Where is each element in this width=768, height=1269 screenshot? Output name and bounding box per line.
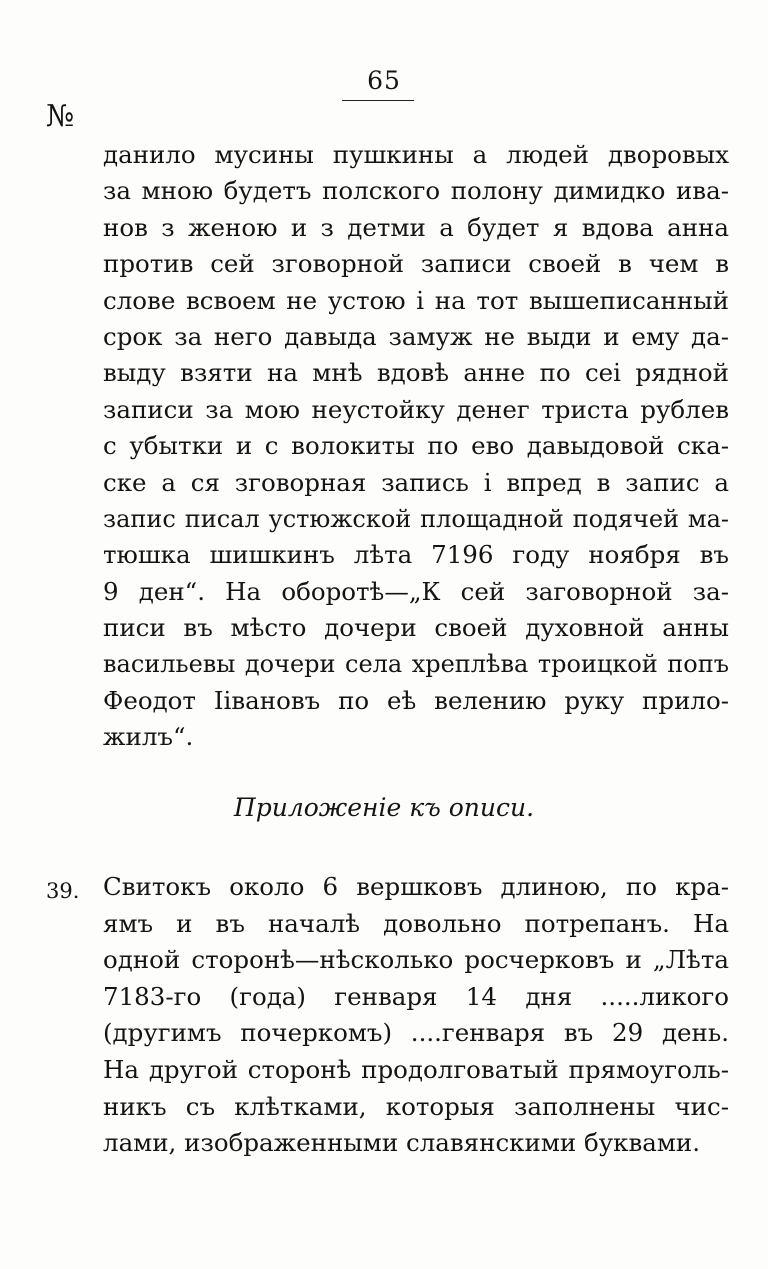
item-text-line: Свитокъ около 6 вершковъ длиною, по кра- [103, 872, 729, 901]
text-line: жилъ“. [103, 722, 194, 752]
text-line: данило мусины пушкины а людей дворовых [103, 140, 729, 169]
text-line: выду взяти на мнѣ вдовѣ анне по сеі рядной [103, 358, 729, 388]
item-text-line: одной сторонѣ—нѣсколько росчерковъ и „Лѣта [103, 945, 729, 975]
page-number: 65 [367, 66, 401, 95]
number-sign-marker: № [46, 99, 75, 134]
item-text-line: никъ съ клѣтками, которыя заполнены чис- [103, 1091, 729, 1121]
text-line: нов з женою и з детми а будет я вдова анна [103, 212, 729, 242]
item-text-line: На другой сторонѣ продолговатый прямоуголь- [103, 1054, 729, 1084]
document-body-text [103, 137, 729, 756]
item-text-line: лами, изображенными славянскими буквами. [103, 1128, 701, 1158]
text-line: Феодот Іівановъ по еѣ велению руку прило- [103, 685, 729, 715]
text-line: против сей зговорной записи своей в чем в [103, 249, 729, 279]
text-line: слове всвоем не устою і на тот вышеписанный [103, 285, 729, 315]
appendix-heading: Приложеніе къ описи. [233, 793, 535, 822]
appendix-item-number: 39. [46, 879, 80, 903]
text-line: с убытки и с волокиты по ево давыдовой ска- [103, 431, 729, 461]
text-line: за мною будетъ полского полону димидко ива- [103, 176, 729, 206]
text-line: 9 ден“. На оборотѣ—„К сей заговорной за- [103, 576, 729, 606]
text-line: васильевы дочери села хреплѣва троицкой попъ [103, 650, 729, 679]
item-text-line: 7183-го (года) генваря 14 дня .....ликого [103, 981, 729, 1011]
item-text-line: (другимъ почеркомъ) ....генваря въ 29 день. [103, 1018, 729, 1048]
item-text-line: ямъ и въ началѣ довольно потрепанъ. На [103, 908, 729, 938]
page-number-rule [342, 100, 414, 101]
text-line: ске а ся зговорная запись і впред в запис а [103, 467, 729, 497]
text-line: записи за мою неустойку денег триста рублев [103, 394, 729, 424]
text-line: тюшка шишкинъ лѣта 7196 году ноября въ [103, 540, 729, 570]
text-line: срок за него давыда замуж не выди и ему да- [103, 321, 729, 351]
text-line: запис писал устюжской площадной подячей ма- [103, 504, 729, 533]
appendix-item-text [103, 869, 729, 1162]
text-line: писи въ мѣсто дочери своей духовной анны [103, 613, 729, 643]
